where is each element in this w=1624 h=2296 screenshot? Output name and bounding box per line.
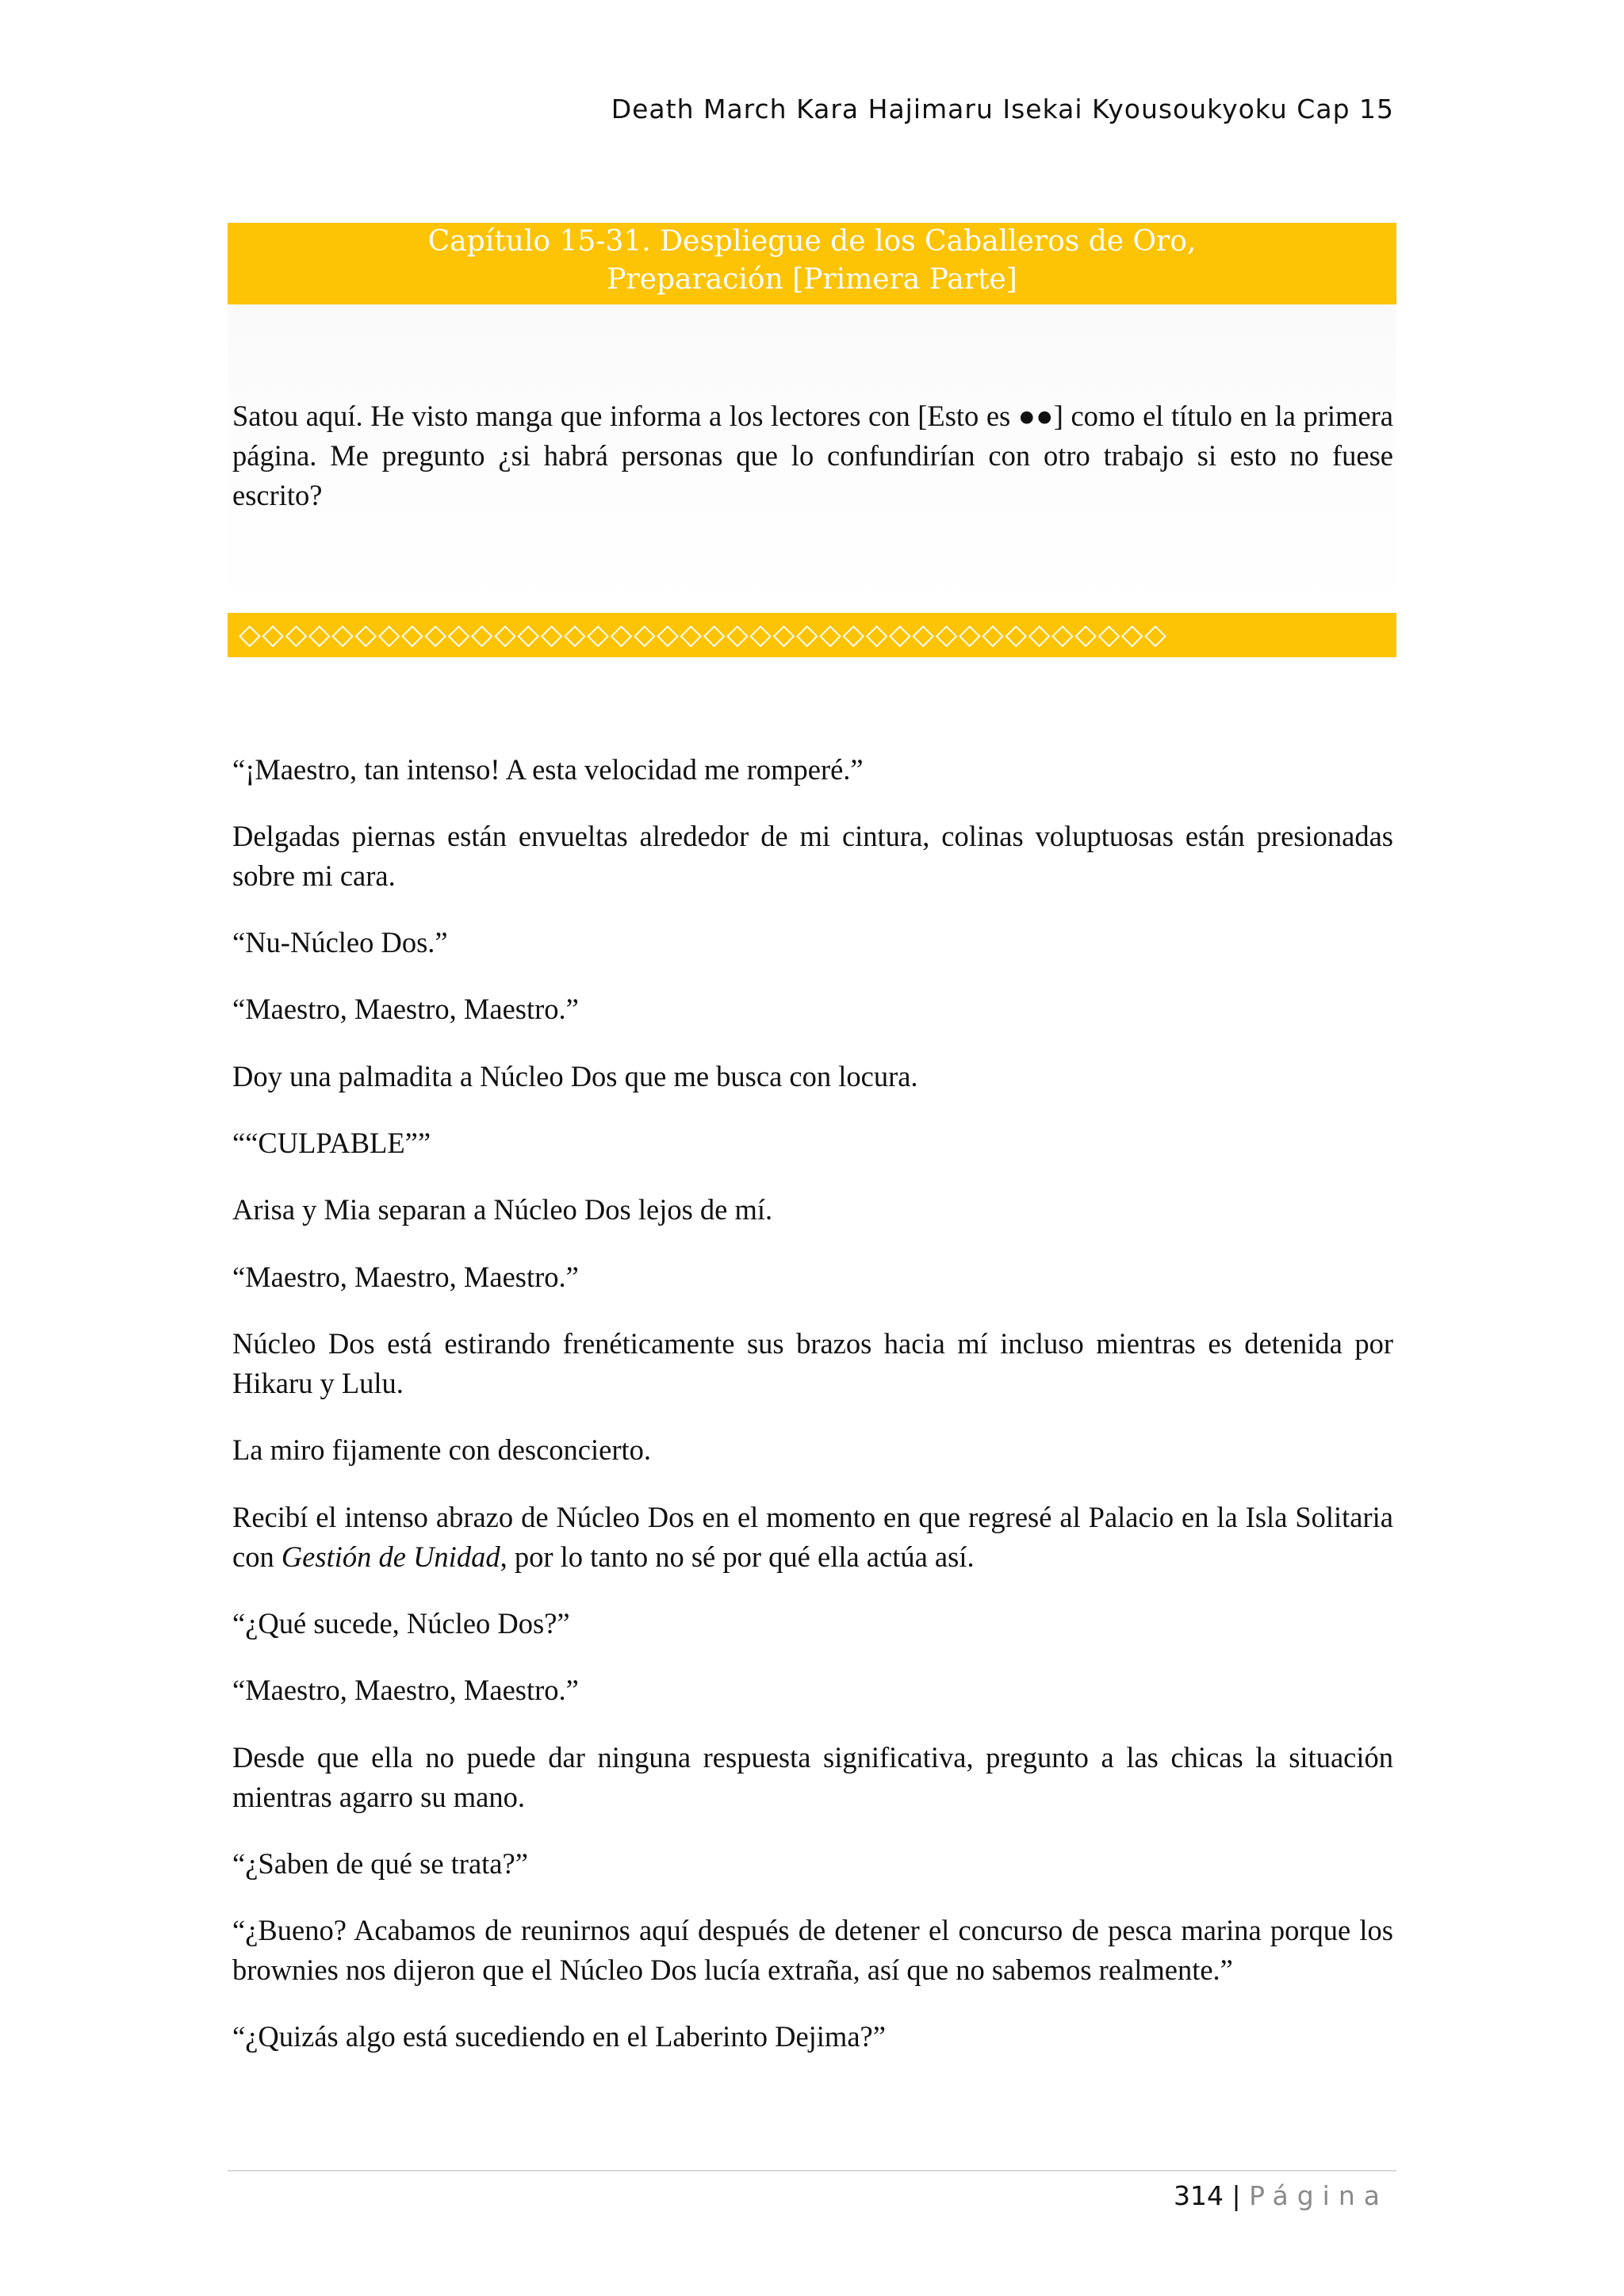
body-paragraph-16: “¿Bueno? Acabamos de reunirnos aquí después de detener el concurso de pesca marina porque los brownies nos dijeron que el Núcleo Dos lucía extraña, así que no sabemos realmente.” bbox=[232, 1914, 1393, 1986]
footer-separator: | bbox=[1231, 2180, 1241, 2211]
footer-rule bbox=[228, 2170, 1396, 2172]
body-paragraph-13: “Maestro, Maestro, Maestro.” bbox=[232, 1674, 579, 1706]
body-paragraph-17: “¿Quizás algo está sucediendo en el Laberinto Dejima?” bbox=[232, 2020, 886, 2053]
body-paragraph-4: “Maestro, Maestro, Maestro.” bbox=[232, 993, 579, 1025]
running-header: Death March Kara Hajimaru Isekai Kyousoukyoku Cap 15 bbox=[611, 94, 1394, 124]
body-paragraph-11-text-b: , por lo tanto no sé por qué ella actúa así. bbox=[500, 1540, 975, 1573]
body-paragraph-15: “¿Saben de qué se trata?” bbox=[232, 1847, 528, 1880]
body-paragraph-2: Delgadas piernas están envueltas alrededor de mi cintura, colinas voluptuosas están presionadas sobre mi cara. bbox=[232, 820, 1393, 892]
diamond-divider-banner: ◇◇◇◇◇◇◇◇◇◇◇◇◇◇◇◇◇◇◇◇◇◇◇◇◇◇◇◇◇◇◇◇◇◇◇◇◇◇◇◇ bbox=[228, 613, 1396, 657]
body-paragraph-6: ““CULPABLE”” bbox=[232, 1127, 431, 1159]
body-paragraph-1: “¡Maestro, tan intenso! A esta velocidad me romperé.” bbox=[232, 753, 864, 786]
body-paragraph-11-text-a: Recibí el intenso abrazo de Núcleo Dos en el momento en que regresé al Palacio en la Isla Solitaria con bbox=[232, 1501, 1393, 1573]
intro-paragraph: Satou aquí. He visto manga que informa a los lectores con [Esto es ●●] como el título en la primera página. Me pregunto ¿si habrá personas que lo confundirían con otro trabajo si esto no fuese escrito? bbox=[232, 400, 1393, 511]
body-paragraph-12: “¿Qué sucede, Núcleo Dos?” bbox=[232, 1607, 570, 1640]
body-paragraph-14: Desde que ella no puede dar ninguna respuesta significativa, pregunto a las chicas la situación mientras agarro su mano. bbox=[232, 1741, 1393, 1813]
body-paragraph-7: Arisa y Mia separan a Núcleo Dos lejos de mí. bbox=[232, 1193, 773, 1226]
body-paragraph-8: “Maestro, Maestro, Maestro.” bbox=[232, 1261, 579, 1293]
chapter-title-line-1: Capítulo 15-31. Despliegue de los Caballeros de Oro, bbox=[427, 225, 1197, 258]
chapter-title-line-2: Preparación [Primera Parte] bbox=[607, 263, 1017, 296]
body-paragraph-11 bbox=[232, 1498, 1393, 1577]
body-paragraph-11-italic: Gestión de Unidad bbox=[281, 1540, 500, 1573]
chapter-title-banner bbox=[228, 223, 1396, 304]
page-number: 314 bbox=[1173, 2180, 1224, 2211]
body-paragraph-9: Núcleo Dos está estirando frenéticamente sus brazos hacia mí incluso mientras es detenida por Hikaru y Lulu. bbox=[232, 1327, 1393, 1399]
body-paragraph-10: La miro fijamente con desconcierto. bbox=[232, 1433, 652, 1466]
body-paragraph-5: Doy una palmadita a Núcleo Dos que me busca con locura. bbox=[232, 1060, 918, 1093]
body-paragraph-3: “Nu-Núcleo Dos.” bbox=[232, 926, 448, 959]
page-word: Página bbox=[1249, 2180, 1388, 2211]
page-footer bbox=[1174, 2176, 1388, 2216]
